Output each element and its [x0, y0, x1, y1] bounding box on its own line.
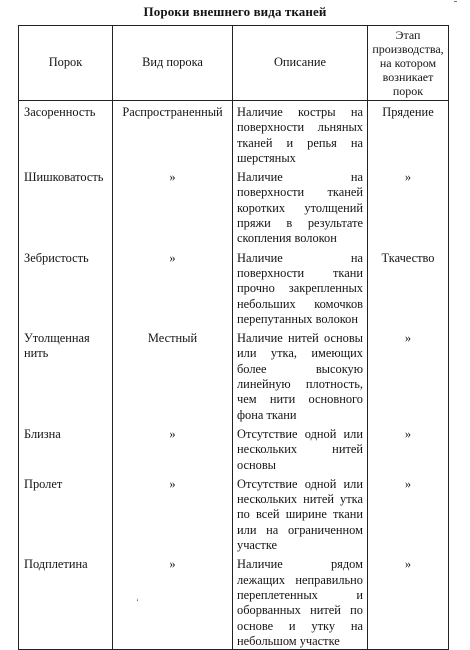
header-stage: [368, 26, 449, 101]
kind-cell: »: [113, 247, 233, 327]
defect-cell: Близна: [19, 423, 113, 473]
stage-cell: »: [368, 473, 449, 553]
stage-cell: »: [368, 553, 449, 649]
scan-speck: ʻ: [136, 597, 139, 607]
stage-cell: »: [368, 327, 449, 423]
table-row: [19, 101, 449, 167]
description-cell: Наличие на поверхности тканей коротких утолщений пряжи в результате скопления волокон: [233, 166, 368, 246]
description-cell: Наличие нитей основы или утка, имеющих более высокую линейную плотность, чем нити основного фона ткани: [233, 327, 368, 423]
kind-cell: »: [113, 423, 233, 473]
table-header-row: [19, 26, 449, 101]
kind-cell: »: [113, 473, 233, 553]
defect-cell: Подплетина: [19, 553, 113, 649]
stage-cell: Прядение: [368, 101, 449, 167]
kind-cell: »: [113, 166, 233, 246]
header-description: Описание: [233, 26, 368, 101]
stage-cell: Ткачество: [368, 247, 449, 327]
table-row: [19, 553, 449, 649]
table-row: [19, 327, 449, 423]
stage-cell: »: [368, 166, 449, 246]
kind-cell: Распространенный: [113, 101, 233, 167]
description-cell: Наличие рядом лежащих неправильно переплетенных и оборванных нитей по основе и утку на небольшом участке: [233, 553, 368, 649]
kind-cell: Местный: [113, 327, 233, 423]
table-row: [19, 473, 449, 553]
table-row: [19, 423, 449, 473]
table-row: [19, 166, 449, 246]
table-row: [19, 247, 449, 327]
defect-cell: Пролет: [19, 473, 113, 553]
defects-table: [18, 25, 449, 650]
defect-cell: Утолщенная нить: [19, 327, 113, 423]
description-cell: Отсутствие одной или нескольких нитей утка по всей ширине ткани или на ограниченном участке: [233, 473, 368, 553]
header-stage-text: Этап производства, на котором возникает порок: [372, 28, 444, 98]
header-kind: Вид порока: [113, 26, 233, 101]
description-cell: Наличие на поверхности ткани прочно закрепленных небольших комочков перепутанных волокон: [233, 247, 368, 327]
defect-cell: Засоренность: [19, 101, 113, 167]
defect-cell: Шишковатость: [19, 166, 113, 246]
description-cell: Наличие костры на поверхности льняных тканей и репья на шерстяных: [233, 101, 368, 167]
defect-cell: Зебристость: [19, 247, 113, 327]
header-defect: Порок: [19, 26, 113, 101]
description-cell: Отсутствие одной или нескольких нитей основы: [233, 423, 368, 473]
kind-cell: »: [113, 553, 233, 649]
page-title: Пороки внешнего вида тканей: [143, 4, 327, 19]
stage-cell: »: [368, 423, 449, 473]
